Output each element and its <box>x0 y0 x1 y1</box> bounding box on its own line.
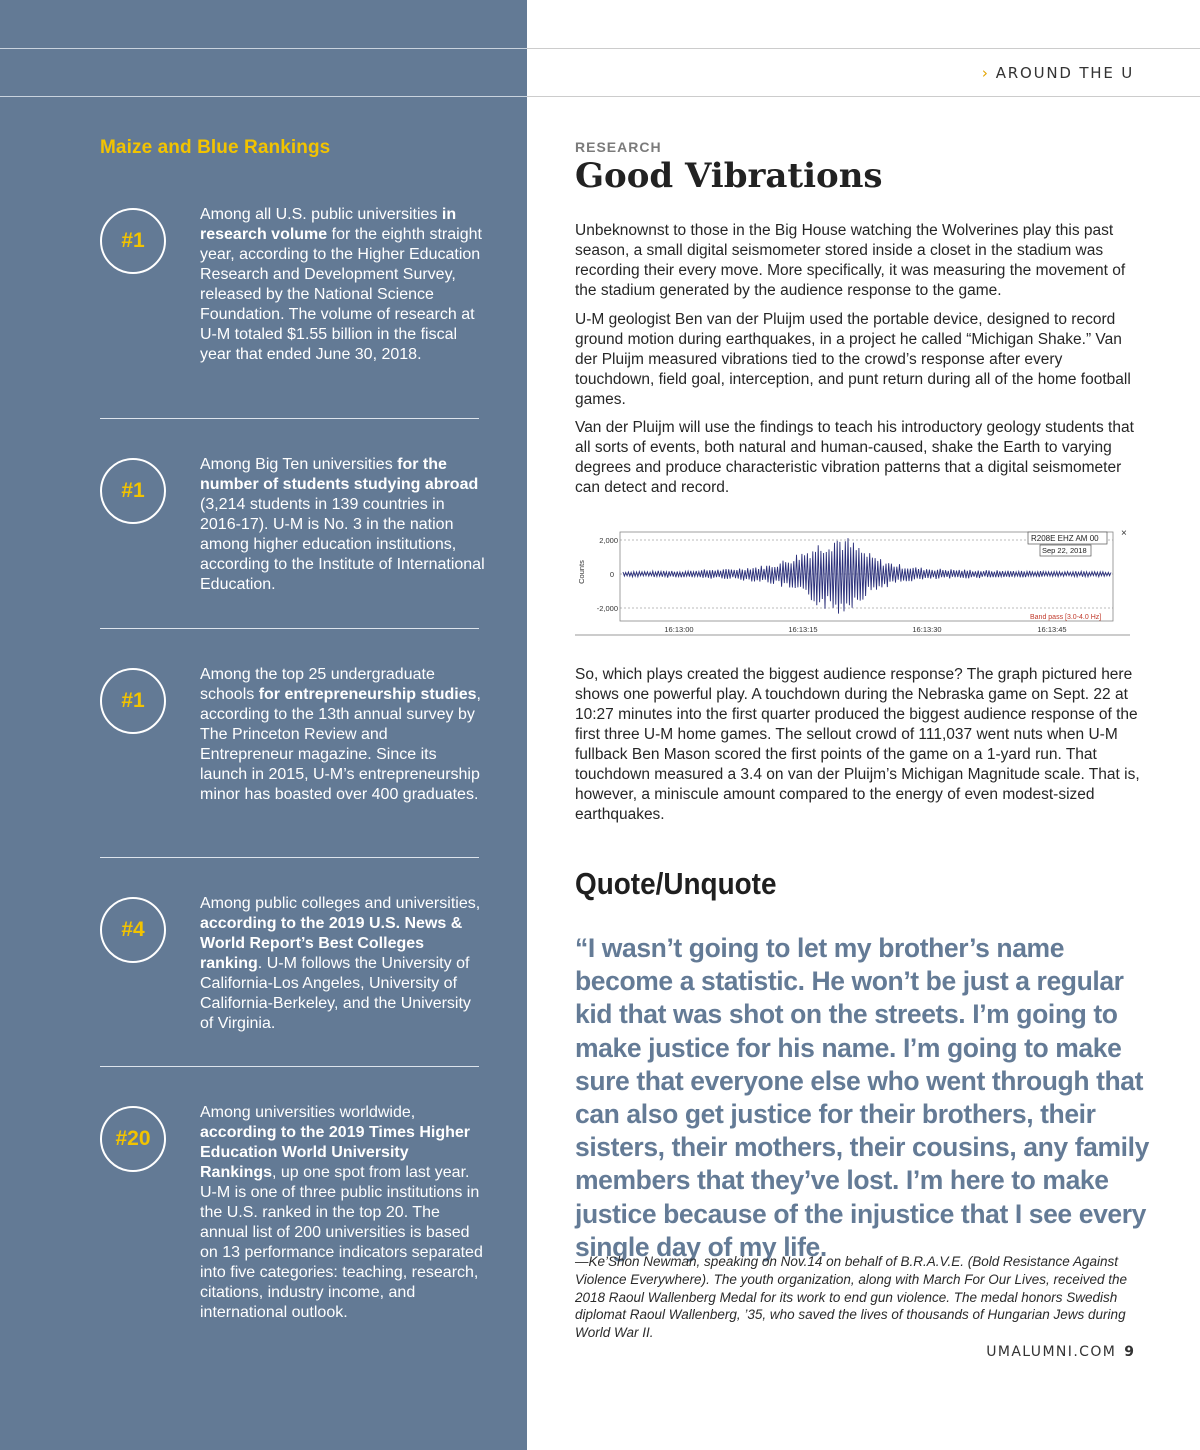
sidebar-rule-top <box>0 48 527 49</box>
header-rule <box>527 48 1200 49</box>
x-tick-label: 16:13:45 <box>1037 625 1067 634</box>
article-paragraph: Van der Pluijm will use the findings to teach his introductory geology students that all sorts of events, both natural and human-caused, shake the Earth to varying degrees and produce characteristic vibration patterns that a digital seismometer can detect and record. <box>575 419 1134 496</box>
section-label-text: AROUND THE U <box>995 64 1134 82</box>
rank-badge: #1 <box>100 668 166 734</box>
y-tick-label: 2,000 <box>599 536 618 545</box>
ranking-text: Among the top 25 undergraduate schools for entrepreneurship studies, according to the 13th annual survey by The Princeton Review and Entrepreneur magazine. Since its launch in 2015, U-M’s entrepreneurship minor has boasted over 400 graduates. <box>200 666 481 803</box>
ranking-text: Among Big Ten universities for the number of students studying abroad (3,214 students in 139 countries in 2016-17). U-M is No. 3 in the nation among higher education institutions, according to the Institute of International Education. <box>200 456 485 593</box>
article-paragraph: Unbeknownst to those in the Big House watching the Wolverines play this past season, a small digital seismometer stored inside a closet in the stadium was recording their every move. More specifically, it was measuring the movement of the stadium generated by the audience response to the game. <box>575 222 1126 299</box>
ranking-text: Among universities worldwide, according to the 2019 Times Higher Education World University Rankings, up one spot from last year. U-M is one of three public institutions in the U.S. ranked in the top 20. The annual list of 200 universities is based on 13 performance indicators separated into five categories: teaching, research, citations, industry income, and international outlook. <box>200 1104 483 1321</box>
ranking-divider <box>100 628 479 629</box>
seismogram-chart <box>575 524 1130 637</box>
page-number: 9 <box>1124 1344 1134 1360</box>
ranking-divider <box>100 418 479 419</box>
chevron-right-icon: › <box>981 64 990 82</box>
sidebar-rule-second <box>0 96 527 97</box>
station-label: R208E EHZ AM 00 <box>1031 534 1099 543</box>
sidebar-title: Maize and Blue Rankings <box>100 137 331 158</box>
y-axis-label: Counts <box>577 560 586 584</box>
date-label: Sep 22, 2018 <box>1042 546 1087 555</box>
header-rule-bottom <box>527 96 1200 97</box>
pull-quote: “I wasn’t going to let my brother’s name become a statistic. He won’t be just a regular kid that was shot on the streets. I’m going to make justice for his name. I’m going to make sure that everyone else who went through that can also get justice for their brothers, their sisters, their mothers, their cousins, any family members that they’ve lost. I’m here to make justice because of the injustice that I see every single day of my life. <box>575 933 1149 1262</box>
ranking-divider <box>100 1066 479 1067</box>
quote-attribution: —Ke’Shon Newman, speaking on Nov.14 on behalf of B.R.A.V.E. (Bold Resistance Against Violence Everywhere). The youth organization, along with March For Our Lives, received the 2018 Raoul Wallenberg Medal for its work to end gun violence. The medal honors Swedish diplomat Raoul Wallenberg, ’35, who saved the lives of thousands of Hungarian Jews during World War II. <box>575 1254 1128 1341</box>
y-tick-label: 0 <box>609 570 614 579</box>
rank-badge: #1 <box>100 458 166 524</box>
x-tick-label: 16:13:30 <box>912 625 942 634</box>
filter-label: Band pass [3.0-4.0 Hz] <box>1030 614 1102 621</box>
x-tick-label: 16:13:15 <box>788 625 818 634</box>
close-icon[interactable]: × <box>1121 528 1127 539</box>
article-headline: Good Vibrations <box>575 156 883 196</box>
x-tick-label: 16:13:00 <box>664 625 694 634</box>
quote-section-heading: Quote/Unquote <box>575 866 777 901</box>
page-footer <box>986 1344 1134 1360</box>
rank-badge: #20 <box>100 1106 166 1172</box>
y-tick-label: -2,000 <box>596 604 618 613</box>
article-paragraph: U-M geologist Ben van der Pluijm used the portable device, designed to record ground motion during earthquakes, in a project he called “Michigan Shake.” Van der Pluijm measured vibrations tied to the crowd’s response after every touchdown, field goal, interception, and punt return during all of the home football games. <box>575 311 1131 408</box>
section-label <box>982 64 1134 82</box>
ranking-text: Among all U.S. public universities in research volume for the eighth straight year, according to the Higher Education Research and Development Survey, released by the National Science Foundation. The volume of research at U-M totaled $1.55 billion in the fiscal year that ended June 30, 2018. <box>200 206 482 363</box>
rank-badge: #1 <box>100 208 166 274</box>
footer-site: UMALUMNI.COM <box>986 1344 1117 1360</box>
rank-badge: #4 <box>100 897 166 963</box>
rankings-sidebar <box>0 0 527 1450</box>
ranking-divider <box>100 857 479 858</box>
article-kicker: RESEARCH <box>575 139 662 155</box>
ranking-text: Among public colleges and universities, according to the 2019 U.S. News & World Report’s Best Colleges ranking. U-M follows the University of California-Los Angeles, University of California-Berkeley, and the University of Virginia. <box>200 895 481 1032</box>
article-paragraph: So, which plays created the biggest audience response? The graph pictured here shows one powerful play. A touchdown during the Nebraska game on Sept. 22 at 10:27 minutes into the first quarter produced the biggest audience response of the first three U-M home games. The sellout crowd of 111,037 went nuts when U-M fullback Ben Mason scored the first points of the game on a 1-yard run. That touchdown measured a 3.4 on van der Pluijm’s Michigan Magnitude scale. That is, however, a miniscule amount compared to the energy of even modest-sized earthquakes. <box>575 666 1140 823</box>
